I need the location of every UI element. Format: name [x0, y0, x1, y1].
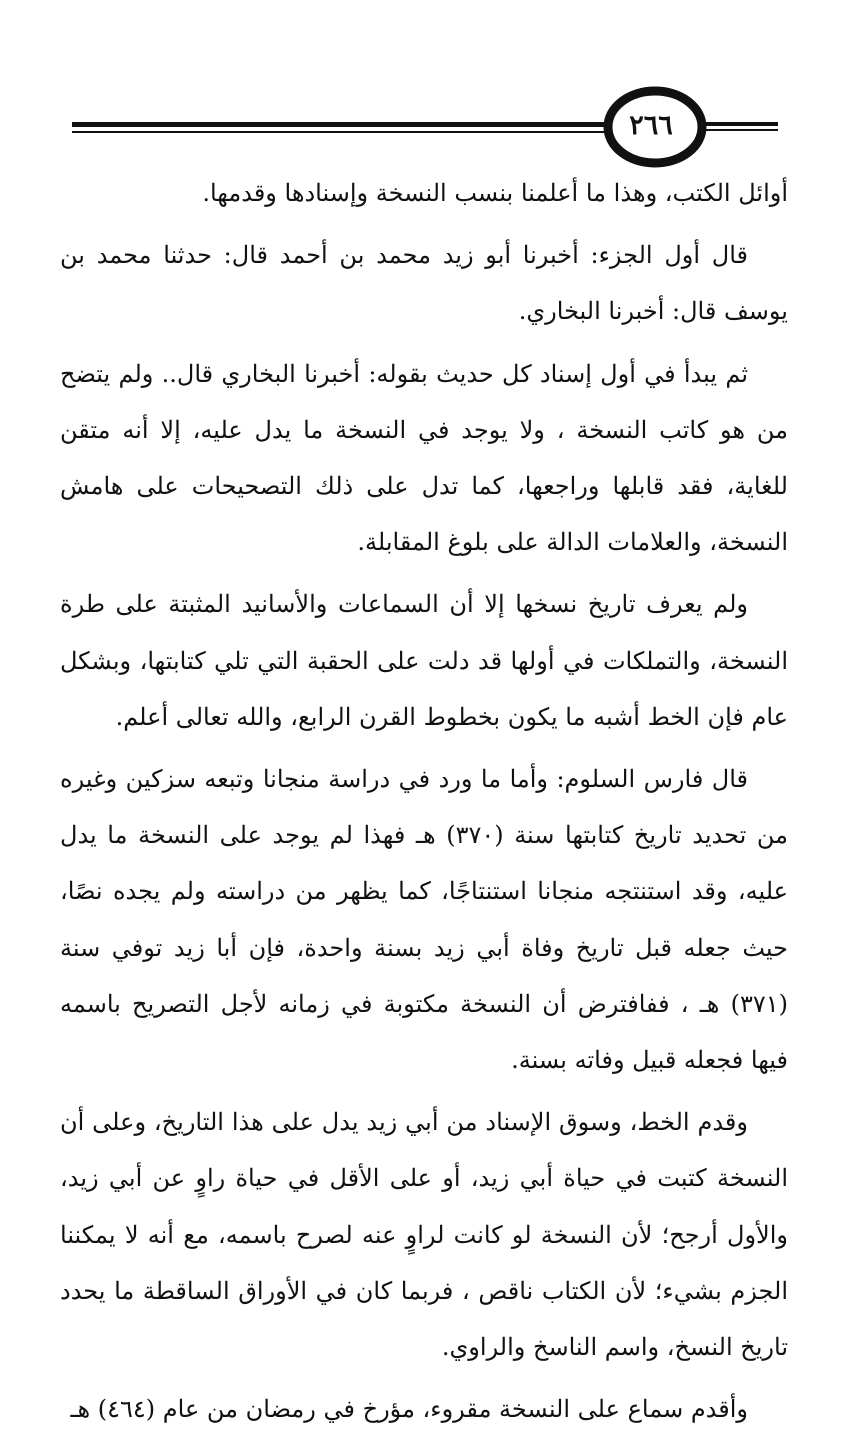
paragraph: ولم يعرف تاريخ نسخها إلا أن السماعات والأسانيد المثبتة على طرة النسخة، والتملكات في أولها قد دلت على الحقبة التي تلي كتابتها، وبشكل عام فإن الخط أشبه ما يكون بخطوط القرن الرابع، والله تعالى أعلم. [60, 590, 788, 731]
paragraph: أوائل الكتب، وهذا ما أعلمنا بنسب النسخة وإسنادها وقدمها. [202, 179, 788, 207]
header-rule-left-thick [72, 122, 611, 127]
header-rule-right-thick [700, 122, 778, 126]
paragraph: قال أول الجزء: أخبرنا أبو زيد محمد بن أحمد قال: حدثنا محمد بن يوسف قال: أخبرنا البخاري. [60, 241, 788, 326]
body-text [60, 165, 788, 1443]
header-ornament [0, 0, 867, 175]
page-number: ٢٦٦ [629, 110, 673, 141]
paragraph: وأقدم سماع على النسخة مقروء، مؤرخ في رمضان من عام (٤٦٤) هـ [70, 1395, 748, 1424]
paragraph: وقدم الخط، وسوق الإسناد من أبي زيد يدل على هذا التاريخ، وعلى أن النسخة كتبت في حياة أبي زيد، أو على الأقل في حياة راوٍ عن أبي زيد، والأول أرجح؛ لأن النسخة لو كانت لراوٍ عنه لصرح باسمه، مع أنه لا يمكننا الجزم بشيء؛ لأن الكتاب ناقص ، فربما كان في الأوراق الساقطة ما يحدد تاريخ النسخ، واسم الناسخ والراوي. [60, 1108, 788, 1362]
page-header [0, 0, 867, 175]
paragraph: ثم يبدأ في أول إسناد كل حديث بقوله: أخبرنا البخاري قال.. ولم يتضح من هو كاتب النسخة ، ولا يوجد في النسخة ما يدل عليه، إلا أنه متقن للغاية، فقد قابلها وراجعها، كما تدل على ذلك التصحيحات على هامش النسخة، والعلامات الدالة على بلوغ المقابلة. [60, 359, 788, 557]
header-rule-left-thin [72, 131, 611, 133]
header-rule-right-thin [700, 129, 778, 131]
paragraph: قال فارس السلوم: وأما ما ورد في دراسة منجانا وتبعه سزكين وغيره من تحديد تاريخ كتابتها سنة (٣٧٠) هـ فهذا لم يوجد على النسخة ما يدل عليه، وقد استنتجه منجانا استنتاجًا، كما يظهر من دراسته ولم يجده نصًا، حيث جعله قبل تاريخ وفاة أبي زيد بسنة واحدة، فإن أبا زيد توفي سنة (٣٧١) هـ ، ففافترض أن النسخة مكتوبة في زمانه لأجل التصريح باسمه فيها فجعله قبيل وفاته بسنة. [60, 765, 788, 1075]
